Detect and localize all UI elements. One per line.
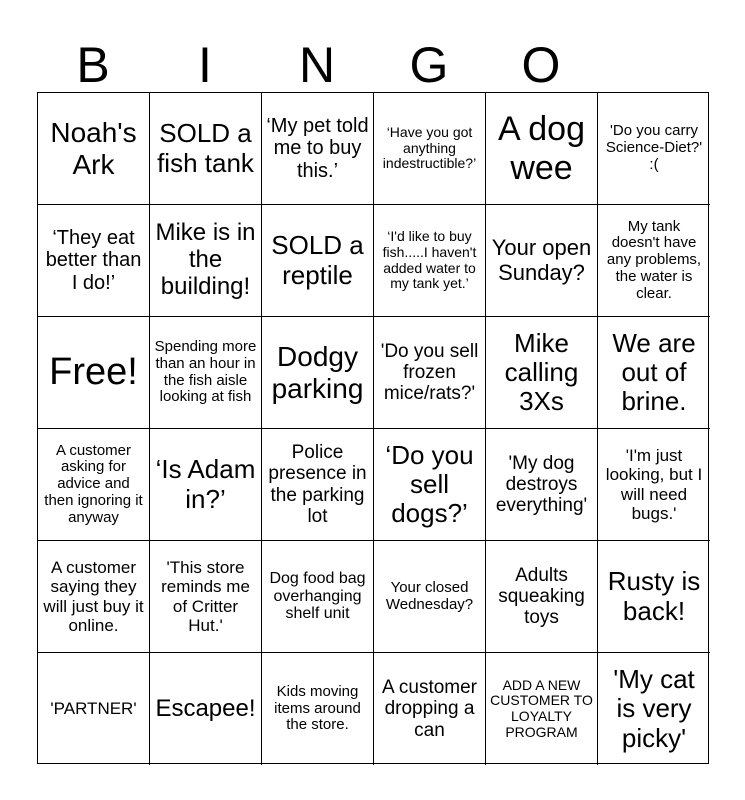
bingo-cell[interactable]: A customer dropping a can	[374, 653, 486, 765]
bingo-cell[interactable]: Free!	[38, 317, 150, 429]
bingo-cell[interactable]: We are out of brine.	[598, 317, 710, 429]
bingo-cell[interactable]: Police presence in the parking lot	[262, 429, 374, 541]
header-letter-i: I	[198, 37, 212, 93]
bingo-cell[interactable]: Mike calling 3Xs	[486, 317, 598, 429]
header-letter-n: N	[298, 37, 336, 93]
bingo-cell[interactable]: Your closed Wednesday?	[374, 541, 486, 653]
bingo-cell[interactable]: ‘They eat better than I do!’	[38, 205, 150, 317]
bingo-cell[interactable]: ‘Is Adam in?’	[150, 429, 262, 541]
bingo-cell[interactable]: Dodgy parking	[262, 317, 374, 429]
bingo-cell[interactable]: ‘I'd like to buy fish.....I haven't added water to my tank yet.’	[374, 205, 486, 317]
bingo-cell[interactable]: 'This store reminds me of Critter Hut.'	[150, 541, 262, 653]
bingo-cell[interactable]: SOLD a fish tank	[150, 93, 262, 205]
bingo-cell[interactable]: Your open Sunday?	[486, 205, 598, 317]
bingo-cell[interactable]: Adults squeaking toys	[486, 541, 598, 653]
bingo-cell[interactable]: My tank doesn't have any problems, the water is clear.	[598, 205, 710, 317]
bingo-cell[interactable]: Escapee!	[150, 653, 262, 765]
bingo-cell[interactable]: Spending more than an hour in the fish aisle looking at fish	[150, 317, 262, 429]
bingo-cell[interactable]: 'My cat is very picky'	[613, 664, 695, 753]
bingo-cell[interactable]: Dog food bag overhanging shelf unit	[262, 541, 374, 653]
bingo-cell[interactable]: A customer asking for advice and then ignoring it anyway	[38, 429, 150, 541]
bingo-cell[interactable]: 'Do you carry Science-Diet?' :(	[598, 93, 710, 205]
header-letter-o: O	[521, 37, 561, 93]
bingo-cell[interactable]: Kids moving items around the store.	[262, 653, 374, 765]
bingo-cell[interactable]: Rusty is back!	[598, 541, 710, 653]
bingo-cell[interactable]: A customer saying they will just buy it online.	[38, 541, 150, 653]
bingo-cell[interactable]: 'PARTNER'	[38, 653, 150, 765]
bingo-cell[interactable]: ‘Have you got anything indestructible?’	[374, 93, 486, 205]
bingo-cell[interactable]: SOLD a reptile	[262, 205, 374, 317]
bingo-cell[interactable]: Mike is in the building!	[150, 205, 262, 317]
bingo-cell[interactable]: ‘Do you sell dogs?’	[374, 429, 486, 541]
bingo-cell[interactable]: Noah's Ark	[38, 93, 150, 205]
bingo-cell[interactable]: 'I'm just looking, but I will need bugs.'	[598, 429, 710, 541]
header-letter-g: G	[409, 37, 449, 93]
bingo-cell[interactable]: 'My dog destroys everything'	[486, 429, 598, 541]
bingo-cell[interactable]: ‘My pet told me to buy this.’	[262, 93, 374, 205]
bingo-header	[37, 38, 709, 92]
bingo-cell[interactable]: 'Do you sell frozen mice/rats?'	[374, 317, 486, 429]
header-letter-b: B	[76, 37, 110, 93]
bingo-cell[interactable]: ADD A NEW CUSTOMER TO LOYALTY PROGRAM	[486, 653, 598, 765]
bingo-card	[37, 92, 709, 764]
bingo-cell[interactable]: A dog wee	[486, 93, 598, 205]
